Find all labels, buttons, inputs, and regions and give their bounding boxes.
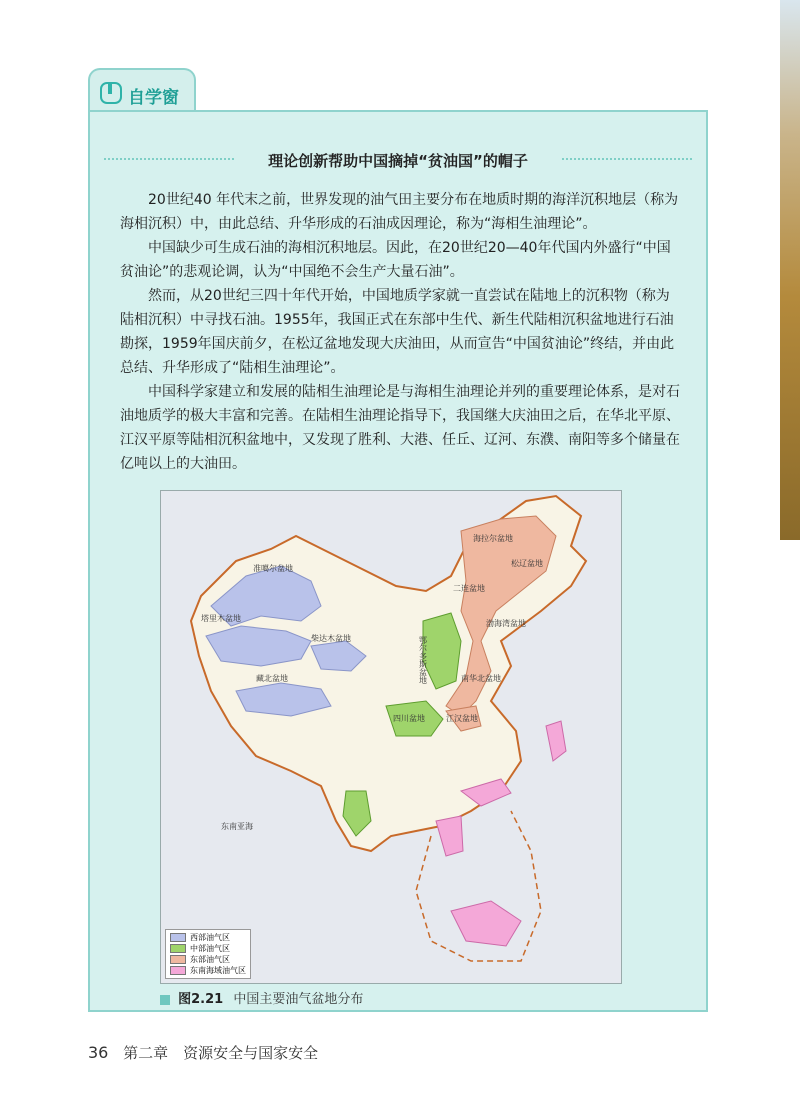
- self-study-tab: [88, 68, 196, 114]
- paragraph-3: 然而，从20世纪三四十年代开始，中国地质学家就一直尝试在陆地上的沉积物（称为陆相沉积）中寻找石油。1955年，我国正式在东部中生代、新生代陆相沉积盆地进行石油勘探，1959年国庆前夕，在松辽盆地发现大庆油田，从而宣告“中国贫油论”终结，并由此总结、升华形成了“陆相生油理论”。: [120, 288, 675, 376]
- legend-label: 东南海域油气区: [190, 966, 246, 975]
- label-qiangtang: 藏北盆地: [256, 674, 288, 683]
- self-study-box: [88, 110, 708, 1012]
- tab-label: 自学窗: [128, 88, 179, 108]
- paragraph-1: 20世纪40 年代末之前，世界发现的油气田主要分布在地质时期的海洋沉积地层（称为海相沉积）中，由此总结、升华形成的石油成因理论，称为“海相生油理论”。: [120, 192, 679, 232]
- legend-item-central: [170, 943, 246, 954]
- label-qaidam: 柴达木盆地: [311, 634, 351, 643]
- label-hailar: 海拉尔盆地: [473, 534, 513, 543]
- label-tarim: 塔里木盆地: [201, 614, 241, 623]
- article-title: 理论创新帮助中国摘掉“贫油国”的帽子: [268, 152, 528, 170]
- book-icon: [100, 82, 122, 104]
- legend-label: 西部油气区: [190, 933, 230, 942]
- page-footer: [88, 1042, 318, 1063]
- label-nanhuabei: 南华北盆地: [461, 674, 501, 683]
- figure-number: 图2.21: [178, 992, 224, 1007]
- label-junggar: 准噶尔盆地: [253, 564, 293, 573]
- map-legend: [165, 929, 251, 979]
- label-sichuan: 四川盆地: [393, 714, 425, 723]
- page-number: 36: [88, 1043, 109, 1062]
- legend-item-southeast-sea: [170, 965, 246, 976]
- figure-title: 中国主要油气盆地分布: [233, 992, 364, 1007]
- caption-marker: [160, 995, 170, 1005]
- chapter-title: 第二章 资源安全与国家安全: [123, 1044, 319, 1062]
- paragraph-2: 中国缺少可生成石油的海相沉积地层。因此，在20世纪20—40年代国内外盛行“中国贫油论”的悲观论调，认为“中国绝不会生产大量石油”。: [120, 240, 671, 280]
- legend-item-west: [170, 932, 246, 943]
- legend-swatch: [170, 955, 186, 964]
- map-svg: [161, 491, 621, 983]
- paragraph-4: 中国科学家建立和发展的陆相生油理论是与海相生油理论并列的重要理论体系，是对石油地质学的极大丰富和完善。在陆相生油理论指导下，我国继大庆油田之后，在华北平原、江汉平原等陆相沉积盆地中，又发现了胜利、大港、任丘、辽河、东濮、南阳等多个储量在亿吨以上的大油田。: [120, 384, 680, 472]
- legend-label: 东部油气区: [190, 955, 230, 964]
- label-erlian: 二连盆地: [453, 584, 485, 593]
- legend-label: 中部油气区: [190, 944, 230, 953]
- label-jianghan: 江汉盆地: [446, 714, 478, 723]
- label-ordos: 鄂尔多斯盆地: [418, 636, 428, 684]
- label-sea: 东南亚海: [221, 822, 253, 831]
- figure-caption: [160, 988, 363, 1007]
- legend-item-east: [170, 954, 246, 965]
- edge-photo-strip: [780, 0, 800, 540]
- legend-swatch: [170, 944, 186, 953]
- basin-map: [160, 490, 622, 984]
- legend-swatch: [170, 966, 186, 975]
- legend-swatch: [170, 933, 186, 942]
- label-songliao: 松辽盆地: [511, 559, 543, 568]
- label-bohai: 渤海湾盆地: [486, 619, 526, 628]
